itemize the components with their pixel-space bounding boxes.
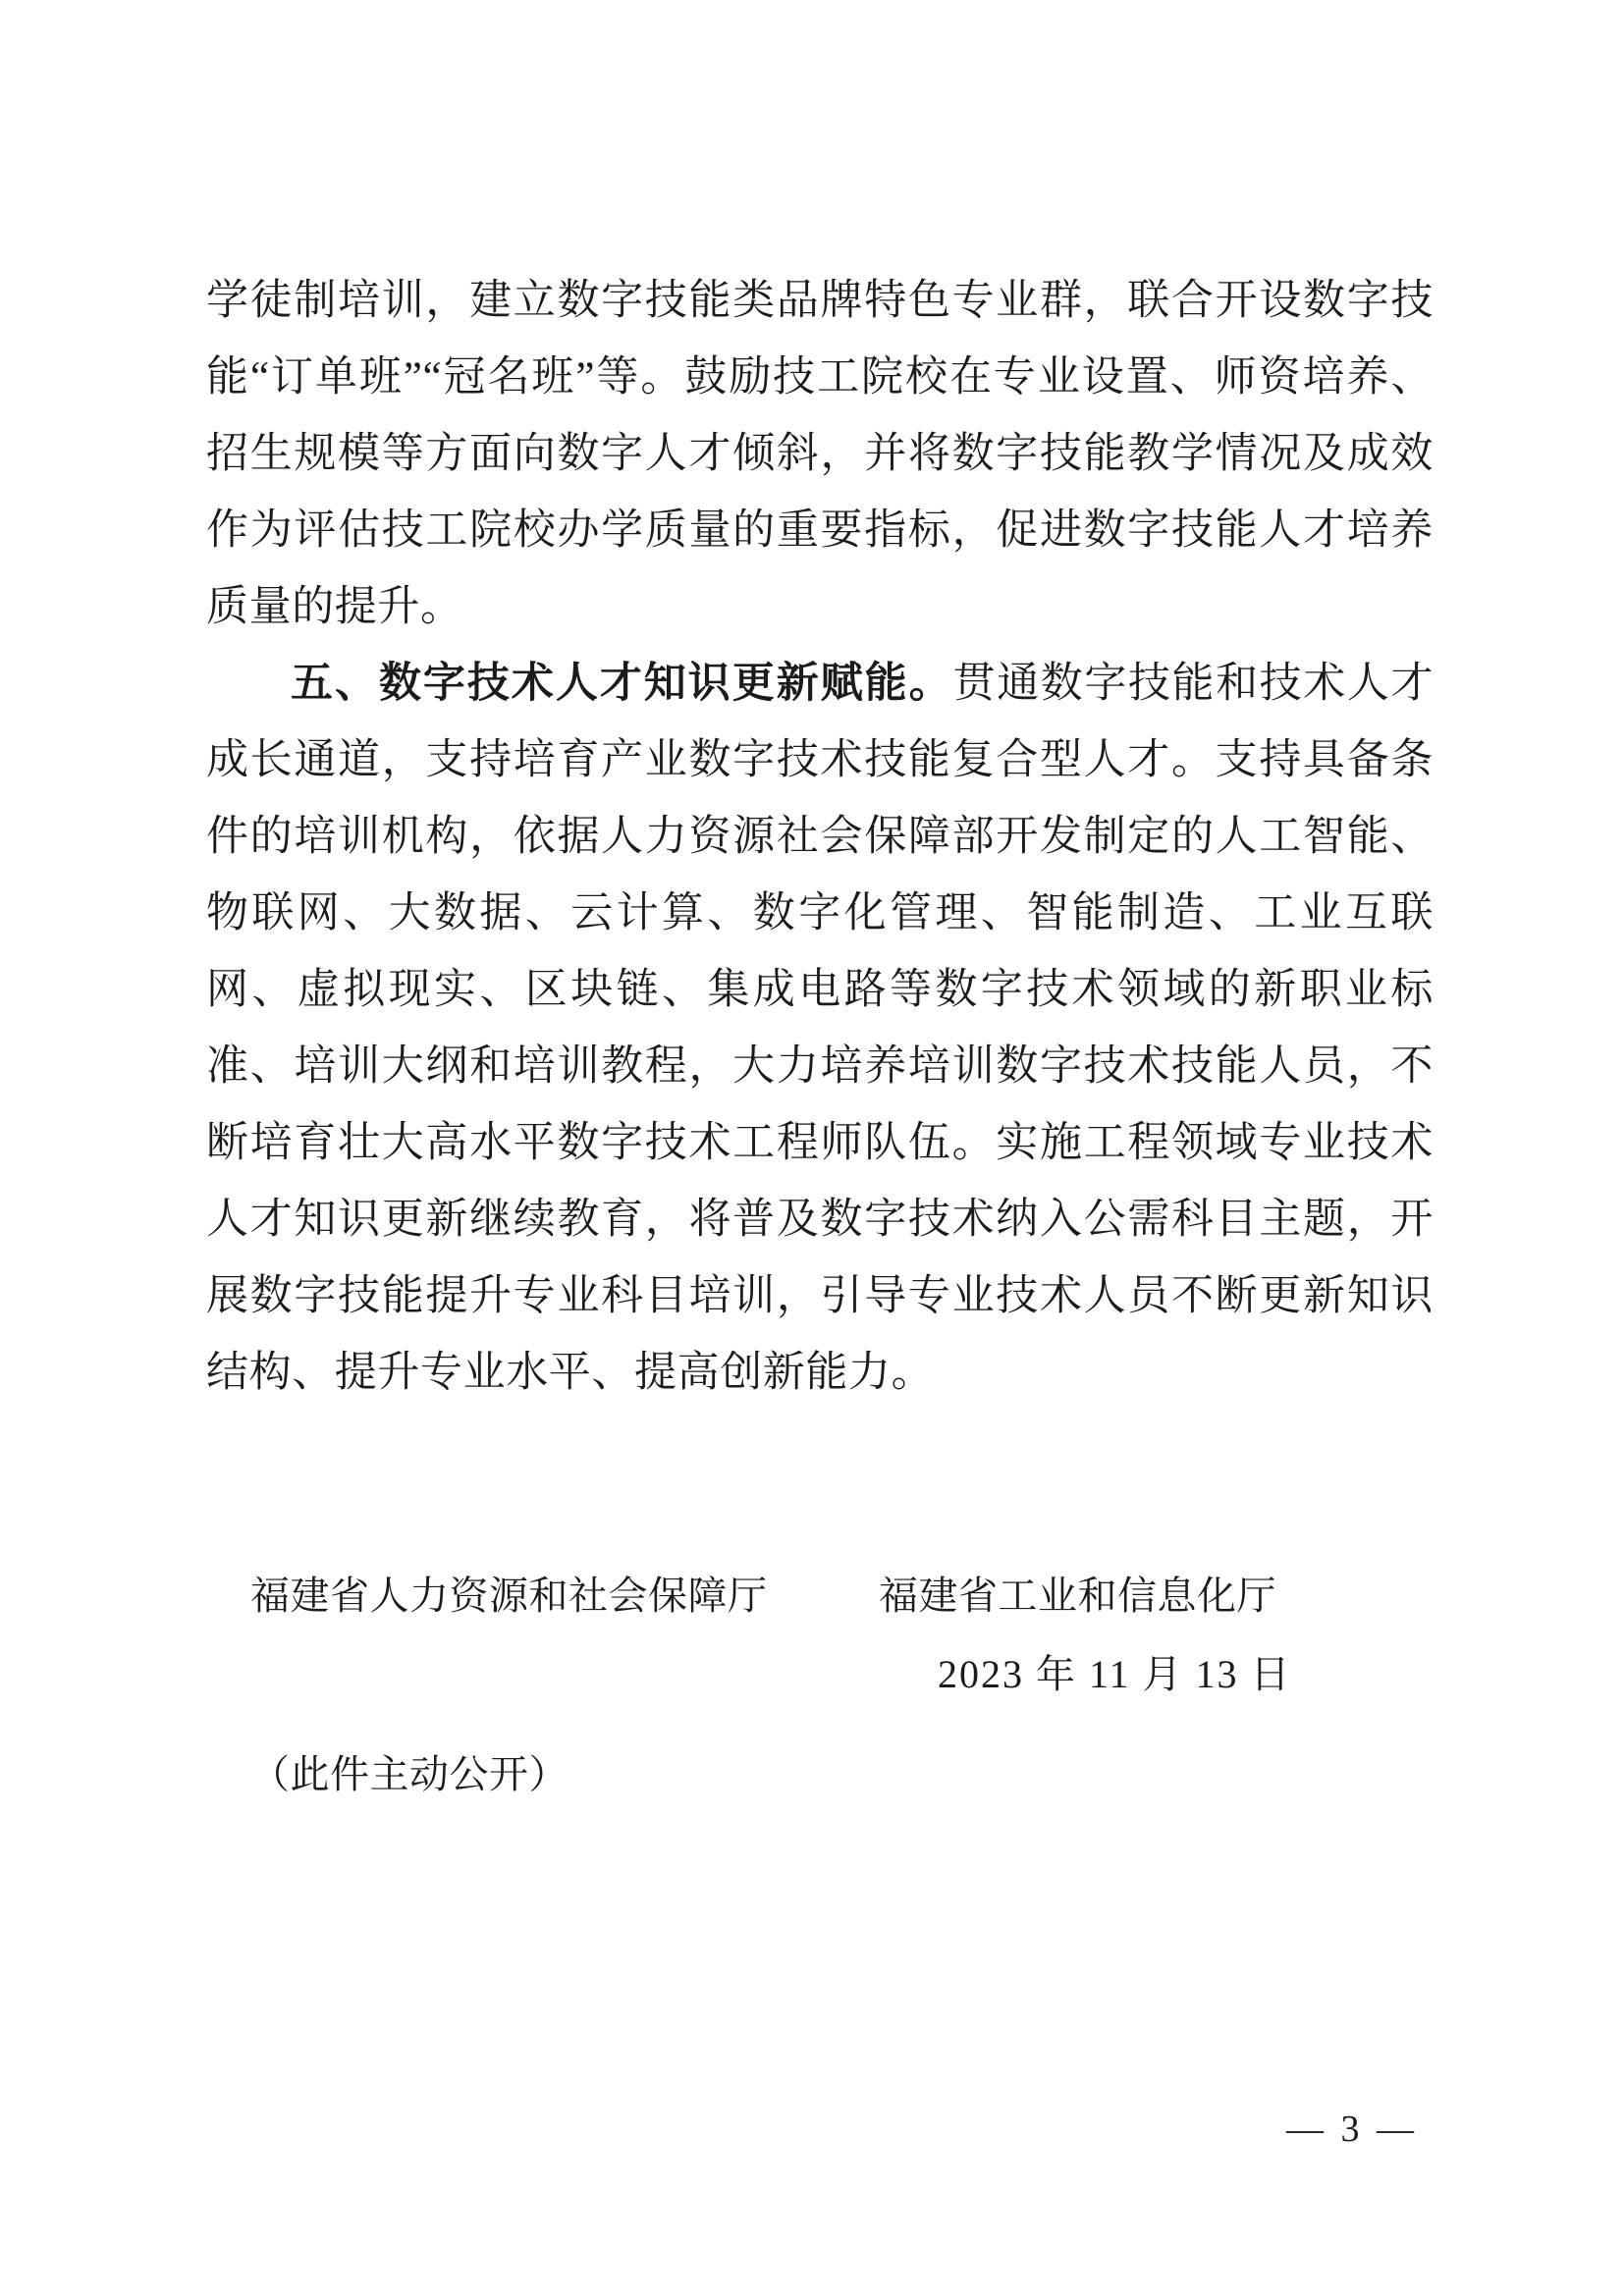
issuer-left: 福建省人力资源和社会保障厅 bbox=[250, 1574, 768, 1618]
disclosure-note: （此件主动公开） bbox=[250, 1752, 568, 1796]
issuer-row bbox=[250, 1561, 1438, 1631]
issuer-right: 福建省工业和信息化厅 bbox=[879, 1574, 1276, 1618]
document-body bbox=[206, 263, 1434, 1412]
section-five-heading: 五、数字技术人才知识更新赋能。 bbox=[291, 661, 953, 707]
issue-date: 2023 年 11 月 13 日 bbox=[938, 1652, 1292, 1696]
signature-block bbox=[250, 1561, 1438, 1810]
section-five-paragraph bbox=[206, 646, 1434, 1412]
paragraph-continued: 学徒制培训，建立数字技能类品牌特色专业群，联合开设数字技能“订单班”“冠名班”等。鼓励技工院校在专业设置、师资培养、招生规模等方面向数字人才倾斜，并将数字技能教学情况及成效作为评估技工院校办学质量的重要指标，促进数字技能人才培养质量的提升。 bbox=[206, 278, 1434, 630]
page-number: — 3 — bbox=[1286, 2109, 1418, 2150]
section-five-text: 贯通数字技能和技术人才成长通道，支持培育产业数字技术技能复合型人才。支持具备条件的培训机构，依据人力资源社会保障部开发制定的人工智能、物联网、大数据、云计算、数字化管理、智能制造、工业互联网、虚拟现实、区块链、集成电路等数字技术领域的新职业标准、培训大纲和培训教程，大力培养培训数字技术技能人员，不断培育壮大高水平数字技术工程师队伍。实施工程领域专业技术人才知识更新继续教育，将普及数字技术纳入公需科目主题，开展数字技能提升专业科目培训，引导专业技术人员不断更新知识结构、提升专业水平、提高创新能力。 bbox=[206, 661, 1434, 1396]
